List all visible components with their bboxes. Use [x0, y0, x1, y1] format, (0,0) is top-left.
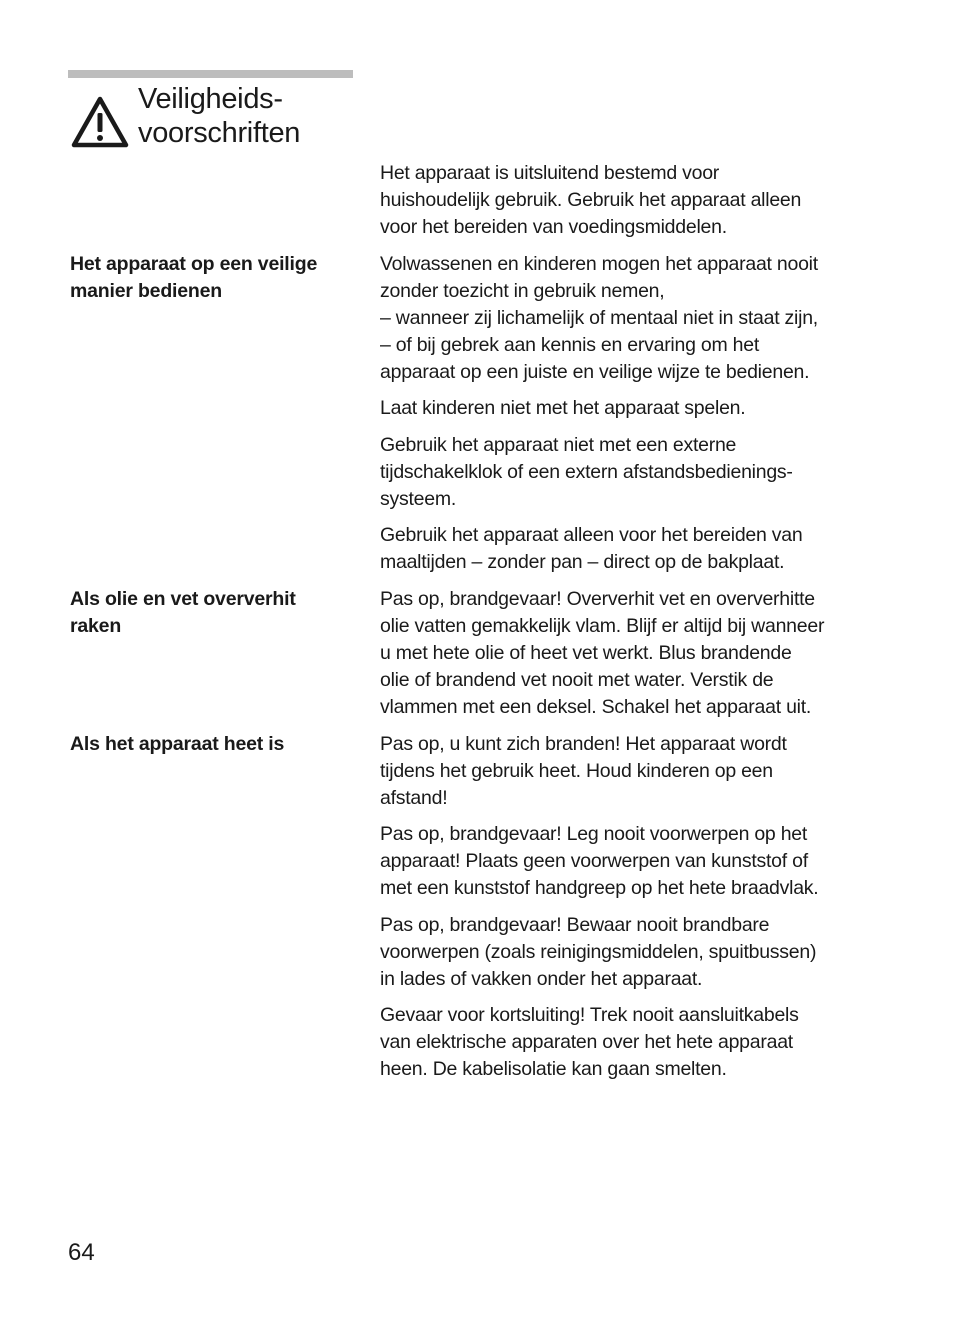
heading-line: Als olie en vet oververhit	[70, 588, 296, 610]
text-line: afstand!	[380, 787, 448, 809]
section-paragraph	[380, 432, 885, 513]
text-line: voor het bereiden van voedingsmiddelen.	[380, 216, 727, 238]
text-line: tijdens het gebruik heet. Houd kinderen op een	[380, 760, 773, 782]
text-line: Het apparaat is uitsluitend bestemd voor	[380, 162, 720, 184]
text-line: Pas op, brandgevaar! Leg nooit voorwerpen op het	[380, 823, 808, 845]
intro-paragraph	[380, 160, 885, 241]
page-title	[138, 82, 300, 150]
page-number: 64	[68, 1239, 95, 1266]
text-line: Pas op, u kunt zich branden! Het apparaat wordt	[380, 733, 787, 755]
text-line: – of bij gebrek aan kennis en ervaring om het	[380, 334, 759, 356]
heading-line: Als het apparaat heet is	[70, 733, 285, 755]
text-line: Gebruik het apparaat niet met een externe	[380, 434, 737, 456]
text-line: olie vatten gemakkelijk vlam. Blijf er altijd bij wanneer	[380, 615, 825, 637]
text-line: Volwassenen en kinderen mogen het apparaat nooit	[380, 253, 818, 275]
text-line: Gevaar voor kortsluiting! Trek nooit aansluitkabels	[380, 1004, 799, 1026]
text-line: apparaat op een juiste en veilige wijze te bedienen.	[380, 361, 810, 383]
text-line: – wanneer zij lichamelijk of mentaal niet in staat zijn,	[380, 307, 818, 329]
section-paragraph	[380, 251, 885, 386]
text-line: Gebruik het apparaat alleen voor het bereiden van	[380, 524, 803, 546]
text-line: Laat kinderen niet met het apparaat spelen.	[380, 397, 746, 419]
section-heading-safe-operation	[70, 251, 365, 305]
text-line: tijdschakelklok of een extern afstandsbedienings-	[380, 461, 793, 483]
text-line: met een kunststof handgreep op het hete braadvlak.	[380, 877, 819, 899]
text-line: heen. De kabelisolatie kan gaan smelten.	[380, 1058, 727, 1080]
section-paragraph	[380, 731, 885, 812]
section-paragraph	[380, 395, 885, 422]
section-paragraph	[380, 522, 885, 576]
heading-line: manier bedienen	[70, 280, 222, 302]
section-paragraph	[380, 912, 885, 993]
text-line: olie of brandend vet nooit met water. Verstik de	[380, 669, 774, 691]
text-line: apparaat! Plaats geen voorwerpen van kunststof of	[380, 850, 808, 872]
section-paragraph	[380, 821, 885, 902]
page-title-line: voorschriften	[138, 117, 301, 149]
text-line: voorwerpen (zoals reinigingsmiddelen, spuitbussen)	[380, 941, 817, 963]
warning-triangle-icon	[71, 96, 129, 148]
text-line: huishoudelijk gebruik. Gebruik het apparaat alleen	[380, 189, 802, 211]
text-line: maaltijden – zonder pan – direct op de bakplaat.	[380, 551, 785, 573]
header-rule	[68, 70, 353, 78]
text-line: Pas op, brandgevaar! Bewaar nooit brandbare	[380, 914, 770, 936]
heading-line: Het apparaat op een veilige	[70, 253, 318, 275]
text-line: systeem.	[380, 488, 457, 510]
text-line: vlammen met een deksel. Schakel het apparaat uit.	[380, 696, 812, 718]
text-line: u met hete olie of heet vet werkt. Blus brandende	[380, 642, 792, 664]
text-line: in lades of vakken onder het apparaat.	[380, 968, 703, 990]
section-paragraph	[380, 1002, 885, 1083]
section-heading-appliance-hot	[70, 731, 365, 758]
page-title-line: Veiligheids-	[138, 83, 283, 115]
section-paragraph	[380, 586, 885, 721]
text-line: zonder toezicht in gebruik nemen,	[380, 280, 665, 302]
heading-line: raken	[70, 615, 122, 637]
text-line: van elektrische apparaten over het hete apparaat	[380, 1031, 793, 1053]
text-line: Pas op, brandgevaar! Oververhit vet en oververhitte	[380, 588, 815, 610]
section-heading-oil-overheat	[70, 586, 365, 640]
